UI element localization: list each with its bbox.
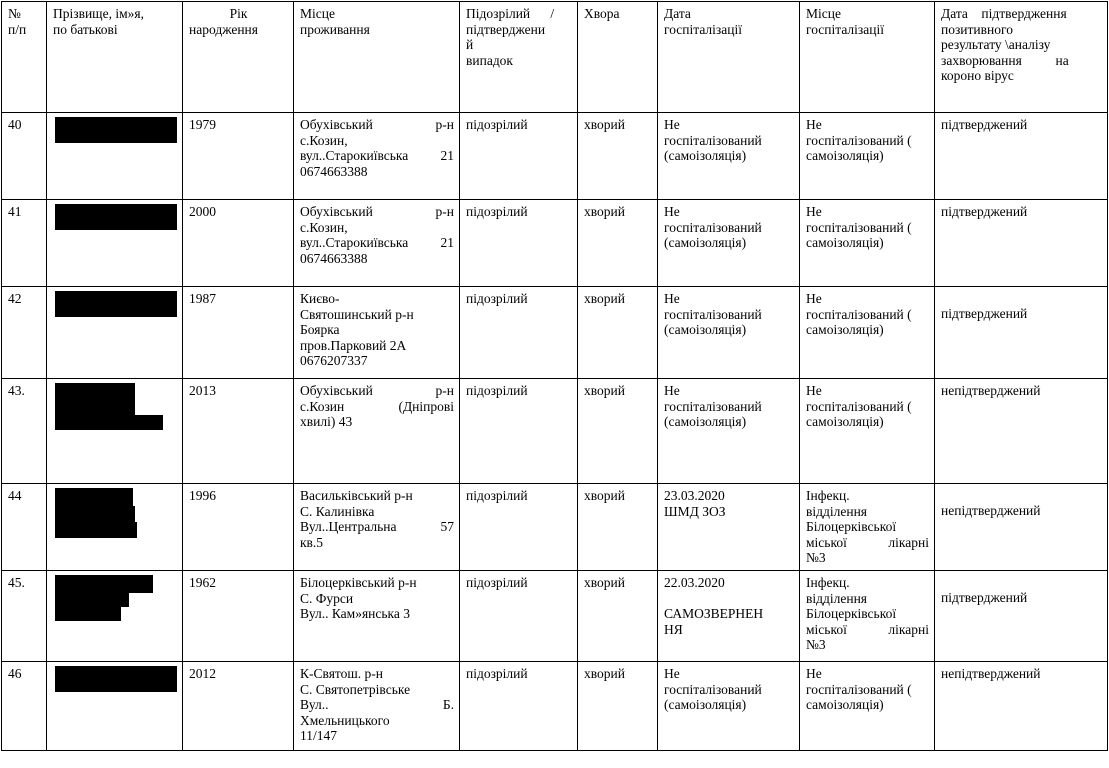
hospitalization-date [658,287,800,379]
residence-line: С. Святопетрівське [300,681,411,697]
table-row [2,113,1108,200]
hospitalization-place-line: Не [806,291,822,306]
residence-line: Обухівський р-н [300,204,454,219]
hospitalization-place-line: госпіталізований ( [806,306,912,322]
hospitalization-date-line: (самоізоляція) [664,148,747,163]
birth-year [183,379,294,484]
case-status-text: підозрілий [466,488,528,503]
table-body [2,2,1108,751]
hospitalization-place [800,113,935,200]
hospitalization-place-line: самоізоляція) [806,414,884,429]
header-hosp-date [658,2,800,113]
header-residence-line2: проживання [300,21,370,37]
confirmation [935,287,1108,379]
hospitalization-place [800,571,935,662]
header-hosp-place-line2: госпіталізації [806,21,884,37]
birth-year-text: 2013 [189,383,216,398]
case-status [460,379,578,484]
header-confirm-line4: захворювання на [941,52,1069,68]
redacted-name [47,379,183,484]
residence-line: К-Святош. р-н [300,666,383,681]
hospitalization-date [658,200,800,287]
redaction-area [47,379,182,483]
redaction-block [55,204,177,230]
hospitalization-place-line: самоізоляція) [806,235,884,250]
case-status [460,662,578,751]
residence-line: 0674663388 [300,163,368,179]
hospitalization-place-line: міської лікарні [806,621,929,637]
table-row [2,200,1108,287]
residence-line: Обухівський р-н [300,117,454,132]
confirmation-text: непідтверджений [941,503,1041,518]
confirmation [935,379,1108,484]
confirmation-text: підтверджений [941,590,1028,605]
hospitalization-place-line: №3 [806,637,826,652]
row-number-text: 43. [8,383,25,398]
header-sick-line1: Хвора [584,6,620,21]
residence [294,113,460,200]
residence [294,379,460,484]
hospitalization-date-line: Не [664,383,680,398]
residence-line: Хмельницького [300,712,390,728]
header-year-line1: Рік [229,6,248,21]
residence [294,287,460,379]
residence-line: вул..Старокиївська 21 [300,235,454,250]
row-number-text: 45. [8,575,25,590]
header-status-line2: підтверджени [466,21,546,37]
case-status [460,287,578,379]
confirmation-text: підтверджений [941,117,1028,132]
confirmation-text: непідтверджений [941,383,1041,398]
birth-year [183,200,294,287]
confirmation [935,200,1108,287]
redacted-name [47,662,183,751]
header-confirm-line2: позитивного [941,21,1013,37]
hospitalization-place [800,200,935,287]
birth-year [183,287,294,379]
hospitalization-date-line: НЯ [664,621,683,637]
header-num-line2: п/п [8,21,27,37]
redacted-name [47,113,183,200]
hospitalization-place [800,379,935,484]
header-residence-line1: Місце [300,6,335,21]
hospitalization-place-line: госпіталізований ( [806,132,912,148]
header-sick [578,2,658,113]
header-status-line1: Підозрілий / [466,6,555,21]
birth-year [183,113,294,200]
patients-table [1,1,1108,751]
birth-year-text: 1996 [189,488,216,503]
confirmation-text: підтверджений [941,306,1028,321]
header-name-line1: Прізвище, ім»я, [53,6,144,21]
hospitalization-date-line: Не [664,117,680,132]
redaction-area [47,662,182,750]
header-confirm-line5: короно вірус [941,68,1014,83]
redaction-block [55,593,129,607]
case-status [460,571,578,662]
redaction-block [55,117,177,143]
hospitalization-place-line: госпіталізований ( [806,219,912,235]
residence [294,662,460,751]
row-number [2,200,47,287]
hospitalization-date-line: (самоізоляція) [664,322,747,337]
sick-status-text: хворий [584,488,625,503]
redaction-block [55,383,135,401]
redacted-name [47,200,183,287]
birth-year-text: 1979 [189,117,216,132]
hospitalization-date-line: госпіталізований [664,681,762,697]
sick-status-text: хворий [584,204,625,219]
table-row [2,484,1108,571]
confirmation [935,113,1108,200]
sick-status [578,662,658,751]
hospitalization-place-line: самоізоляція) [806,322,884,337]
residence-line: Боярка [300,322,340,337]
hospitalization-date-line: госпіталізований [664,132,762,148]
birth-year-text: 2012 [189,666,216,681]
row-number [2,113,47,200]
hospitalization-place-line: Інфекц. [806,488,850,503]
redaction-block [55,488,133,506]
residence-line: с.Козин (Дніпрові [300,398,454,414]
case-status-text: підозрілий [466,575,528,590]
birth-year [183,484,294,571]
hospitalization-date-line: Не [664,666,680,681]
redacted-name [47,571,183,662]
residence-line: Вул.. Кам»янська 3 [300,606,411,621]
hospitalization-date [658,484,800,571]
confirmation [935,662,1108,751]
residence-line: Вул..Центральна 57 [300,519,454,534]
sick-status [578,571,658,662]
hospitalization-date-line: 22.03.2020 [664,575,725,590]
residence-line: Святошинський р-н [300,306,414,322]
hospitalization-place-line: Не [806,204,822,219]
case-status [460,113,578,200]
hospitalization-date [658,571,800,662]
hospitalization-place-line: №3 [806,550,826,565]
hospitalization-place [800,287,935,379]
sick-status-text: хворий [584,575,625,590]
residence-line: вул..Старокиївська 21 [300,148,454,163]
row-number-text: 40 [8,117,22,132]
header-num [2,2,47,113]
case-status-text: підозрілий [466,117,528,132]
birth-year [183,662,294,751]
header-confirm-line1: Дата підтвердження [941,6,1067,21]
row-number [2,571,47,662]
redaction-area [47,200,182,286]
case-status [460,200,578,287]
residence-line: Обухівський р-н [300,383,454,398]
header-status-line3: й [466,37,474,52]
hospitalization-place-line: Не [806,383,822,398]
redaction-block [55,575,153,593]
residence-line: пров.Парковий 2А [300,337,407,353]
hospitalization-date-line [664,591,794,607]
sick-status [578,200,658,287]
hospitalization-date-line: (самоізоляція) [664,235,747,250]
case-status [460,484,578,571]
hospitalization-place [800,484,935,571]
hospitalization-place-line: відділення [806,503,868,519]
hospitalization-place-line: відділення [806,590,868,606]
header-year [183,2,294,113]
header-hosp-place-line1: Місце [806,6,841,21]
hospitalization-date-line: (самоізоляція) [664,414,747,429]
sick-status [578,484,658,571]
residence-line: кв.5 [300,534,324,550]
redaction-area [47,571,182,661]
residence-line: Васильківський р-н [300,488,413,503]
header-row [2,2,1108,113]
hospitalization-date-line: госпіталізований [664,398,762,414]
redaction-area [47,484,182,570]
hospitalization-date-line: (самоізоляція) [664,697,747,712]
birth-year-text: 1962 [189,575,216,590]
row-number-text: 46 [8,666,22,681]
residence-line: с.Козин, [300,132,348,148]
redacted-name [47,287,183,379]
header-hosp-place [800,2,935,113]
row-number-text: 42 [8,291,22,306]
confirmation-text: непідтверджений [941,666,1041,681]
table-row [2,287,1108,379]
hospitalization-date-line: Не [664,204,680,219]
row-number [2,379,47,484]
header-name-line2: по батькові [53,21,118,37]
header-status-line4: випадок [466,52,513,68]
redaction-block [55,506,135,522]
header-confirm [935,2,1108,113]
sick-status [578,287,658,379]
redaction-block [55,401,135,415]
residence-line: С. Калинівка [300,503,375,519]
case-status-text: підозрілий [466,291,528,306]
hospitalization-date [658,662,800,751]
residence-line: 0674663388 [300,250,368,266]
birth-year [183,571,294,662]
table-row [2,571,1108,662]
redaction-block [55,666,177,692]
header-hosp-date-line1: Дата [664,6,691,21]
hospitalization-place [800,662,935,751]
case-status-text: підозрілий [466,383,528,398]
hospitalization-date-line: ШМД ЗОЗ [664,503,726,519]
header-residence [294,2,460,113]
residence-line: Вул.. Б. [300,697,454,712]
hospitalization-date-line: Не [664,291,680,306]
hospitalization-place-line: Не [806,666,822,681]
residence [294,484,460,571]
confirmation-text: підтверджений [941,204,1028,219]
hospitalization-place-line: самоізоляція) [806,148,884,163]
row-number-text: 44 [8,488,22,503]
table-row [2,379,1108,484]
redaction-area [47,287,182,378]
residence [294,571,460,662]
residence-line: Білоцерківський р-н [300,575,417,590]
hospitalization-place-line: Інфекц. [806,575,850,590]
hospitalization-place-line: міської лікарні [806,534,929,550]
residence-line: 11/147 [300,728,337,743]
redaction-area [47,113,182,199]
redaction-block [55,291,177,317]
confirmation [935,484,1108,571]
residence-line: Києво- [300,291,340,306]
hospitalization-place-line: госпіталізований ( [806,398,912,414]
residence-line: с.Козин, [300,219,348,235]
row-number [2,484,47,571]
header-name [47,2,183,113]
redacted-name [47,484,183,571]
hospitalization-place-line: госпіталізований ( [806,681,912,697]
header-status [460,2,578,113]
hospitalization-place-line: Білоцерківської [806,606,897,621]
hospitalization-place-line: самоізоляція) [806,697,884,712]
sick-status-text: хворий [584,383,625,398]
header-confirm-line3: результату \аналізу [941,37,1051,52]
hospitalization-date-line: госпіталізований [664,219,762,235]
redaction-block [55,415,163,430]
header-hosp-date-line2: госпіталізації [664,21,742,37]
hospitalization-date-line: САМОЗВЕРНЕН [664,606,764,621]
residence-line: хвилі) 43 [300,414,353,429]
redaction-block [55,607,121,621]
confirmation [935,571,1108,662]
sick-status-text: хворий [584,666,625,681]
residence-line: С. Фурси [300,590,354,606]
row-number-text: 41 [8,204,22,219]
hospitalization-date [658,379,800,484]
hospitalization-place-line: Білоцерківської [806,519,897,534]
header-year-line2: народження [189,21,258,37]
row-number [2,662,47,751]
header-num-line1: № [8,6,21,21]
sick-status [578,379,658,484]
hospitalization-date [658,113,800,200]
sick-status [578,113,658,200]
hospitalization-place-line: Не [806,117,822,132]
hospitalization-date-line: 23.03.2020 [664,488,725,503]
case-status-text: підозрілий [466,204,528,219]
birth-year-text: 2000 [189,204,216,219]
hospitalization-date-line: госпіталізований [664,306,762,322]
table-row [2,662,1108,751]
case-status-text: підозрілий [466,666,528,681]
residence [294,200,460,287]
row-number [2,287,47,379]
sick-status-text: хворий [584,117,625,132]
redaction-block [55,522,137,538]
sick-status-text: хворий [584,291,625,306]
birth-year-text: 1987 [189,291,216,306]
residence-line: 0676207337 [300,353,368,368]
